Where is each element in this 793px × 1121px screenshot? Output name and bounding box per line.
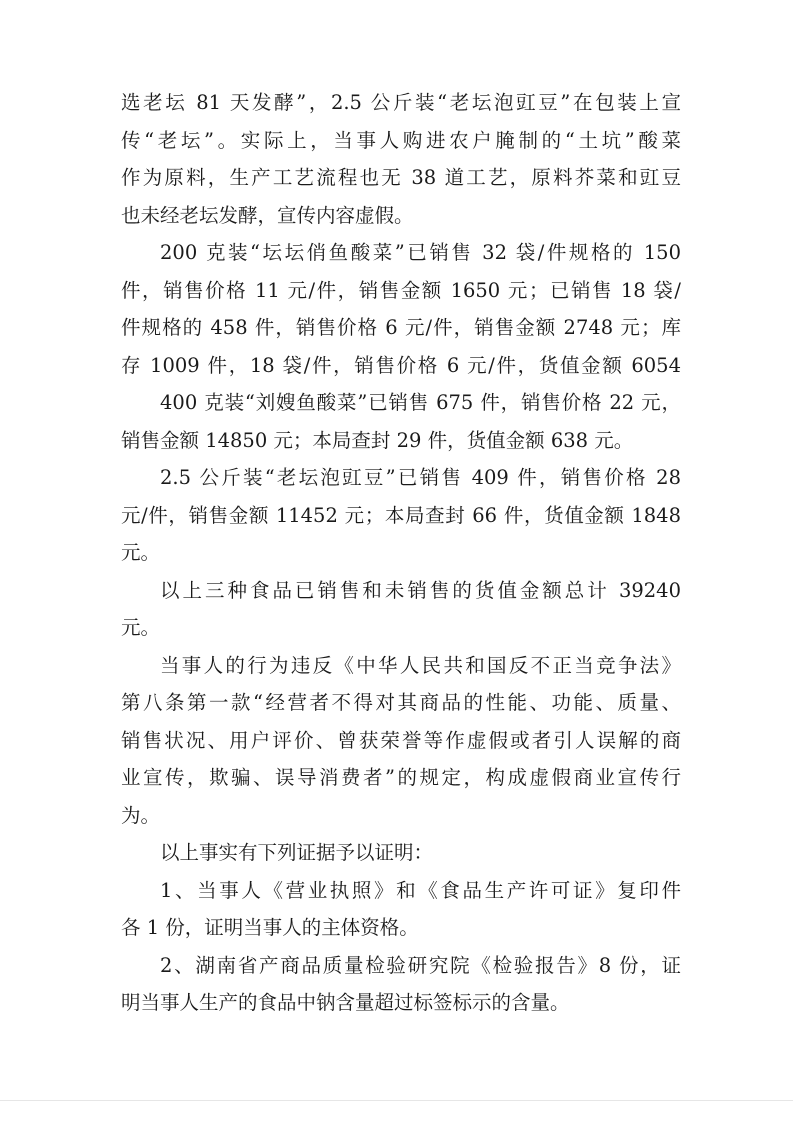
text-line: 各 1 份，证明当事人的主体资格。 (121, 916, 419, 939)
paragraph (121, 572, 681, 647)
text-line: 2.5 公斤装“老坛泡豇豆”已销售 409 件，销售价格 28 (160, 466, 681, 489)
paragraph (121, 459, 681, 572)
text-line: 传“老坛”。实际上，当事人购进农户腌制的“土坑”酸菜 (121, 128, 681, 152)
text-line: 明当事人生产的食品中钠含量超过标签标示的含量。 (121, 991, 570, 1014)
text-line: 200 克装“坛坛俏鱼酸菜”已销售 32 袋/件规格的 150 (160, 241, 681, 264)
text-line: 件规格的 458 件，销售价格 6 元/件，销售金额 2748 元；库 (121, 316, 681, 339)
paragraph (121, 647, 681, 835)
paragraph (121, 872, 681, 947)
document-body (121, 84, 681, 1022)
paragraph (121, 84, 681, 234)
paragraph (121, 234, 681, 384)
text-line: 销售金额 14850 元；本局查封 29 件，货值金额 638 元。 (121, 428, 634, 452)
page-bottom-edge (0, 1100, 793, 1101)
text-line: 2、湖南省产商品质量检验研究院《检验报告》8 份，证 (160, 953, 681, 977)
text-line: 1、当事人《营业执照》和《食品生产许可证》复印件 (160, 878, 681, 902)
text-line: 以上三种食品已销售和未销售的货值金额总计 39240 (160, 578, 681, 602)
text-line: 为。 (121, 803, 161, 827)
text-line: 以上事实有下列证据予以证明： (160, 841, 434, 864)
paragraph (121, 947, 681, 1022)
text-line: 也未经老坛发酵，宣传内容虚假。 (121, 203, 414, 227)
paragraph (121, 384, 681, 459)
text-line: 业宣传，欺骗、误导消费者”的规定，构成虚假商业宣传行 (121, 766, 681, 789)
text-line: 选老坛 81 天发酵”，2.5 公斤装“老坛泡豇豆”在包装上宣 (121, 91, 681, 114)
paragraph (121, 834, 681, 872)
text-line: 存 1009 件，18 袋/件，销售价格 6 元/件，货值金额 6054 (121, 353, 681, 377)
text-line: 第八条第一款“经营者不得对其商品的性能、功能、质量、 (121, 691, 681, 714)
text-line: 销售状况、用户评价、曾获荣誉等作虚假或者引人误解的商 (121, 728, 681, 752)
text-line: 作为原料，生产工艺流程也无 38 道工艺，原料芥菜和豇豆 (121, 166, 681, 189)
text-line: 元/件，销售金额 11452 元；本局查封 66 件，货值金额 1848 (121, 503, 681, 527)
text-line: 当事人的行为违反《中华人民共和国反不正当竞争法》 (160, 653, 681, 677)
text-line: 元。 (121, 541, 161, 564)
text-line: 件，销售价格 11 元/件，销售金额 1650 元；已销售 18 袋/ (121, 278, 681, 302)
text-line: 400 克装“刘嫂鱼酸菜”已销售 675 件，销售价格 22 元， (160, 391, 681, 414)
text-line: 元。 (121, 616, 161, 639)
